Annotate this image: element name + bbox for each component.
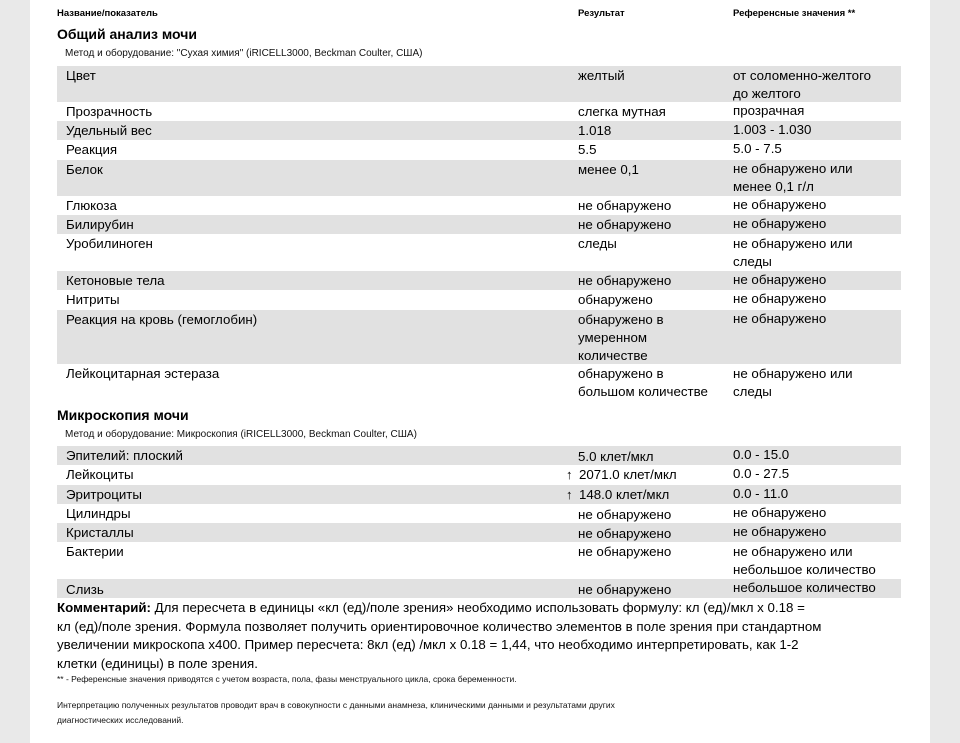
report-page [30, 0, 930, 743]
comment-line: кл (ед)/поле зрения. Формула позволяет получить ориентировочное количество элементов в поле зрения при стандартном [57, 618, 822, 634]
row-reference: прозрачная [733, 103, 805, 118]
row-reference: не обнаружено [733, 216, 827, 231]
comment-label: Комментарий: [57, 600, 151, 615]
row-reference: не обнаружено [733, 291, 827, 306]
row-result: не обнаружено [578, 507, 672, 522]
row-result: желтый [578, 68, 625, 83]
row-name: Билирубин [66, 217, 134, 232]
row-result: 2071.0 клет/мкл [579, 467, 677, 482]
table-row [57, 290, 901, 310]
method-urinalysis: Метод и оборудование: "Сухая химия" (iRICELL3000, Beckman Coulter, США) [65, 48, 423, 59]
row-result: не обнаружено [578, 526, 672, 541]
row-result: 5.5 [578, 142, 597, 157]
row-name: Реакция [66, 142, 118, 157]
table-row [57, 140, 901, 160]
row-result-line2: умеренном [578, 330, 648, 345]
row-result: не обнаружено [578, 198, 672, 213]
row-reference: не обнаружено [733, 505, 827, 520]
table-row [57, 215, 901, 234]
row-reference: 0.0 - 11.0 [733, 486, 789, 501]
column-header-name: Название/показатель [57, 8, 158, 19]
table-row [57, 66, 901, 102]
row-reference-line2: до желтого [733, 86, 801, 101]
row-reference: не обнаружено [733, 197, 827, 212]
row-reference: не обнаружено или [733, 366, 853, 381]
table-row [57, 234, 901, 271]
row-result: менее 0,1 [578, 162, 639, 177]
row-name: Бактерии [66, 544, 124, 559]
row-result: следы [578, 236, 617, 251]
table-row [57, 271, 901, 290]
row-reference: не обнаружено или [733, 544, 853, 559]
row-name: Прозрачность [66, 104, 153, 119]
comment-line: Для пересчета в единицы «кл (ед)/поле зрения» необходимо использовать формулу: кл (ед)/мкл x 0.18 = [150, 600, 805, 615]
row-reference: не обнаружено [733, 272, 827, 287]
table-row [57, 102, 901, 121]
row-name: Лейкоциты [66, 467, 134, 482]
row-name: Цилиндры [66, 506, 131, 521]
table-row [57, 160, 901, 196]
interpretation-note: Интерпретацию полученных результатов проводит врач в совокупности с данными анамнеза, клиническими данными и результатами других [57, 700, 615, 710]
row-result-line3: количестве [578, 348, 648, 363]
table-row [57, 196, 901, 215]
column-header-result: Результат [578, 8, 625, 19]
row-result: не обнаружено [578, 273, 672, 288]
method-microscopy: Метод и оборудование: Микроскопия (iRICELL3000, Beckman Coulter, США) [65, 429, 417, 440]
row-reference: не обнаружено или [733, 236, 853, 251]
row-reference: не обнаружено или [733, 161, 853, 176]
row-name: Кристаллы [66, 525, 134, 540]
row-reference-line2: следы [733, 254, 772, 269]
row-name: Нитриты [66, 292, 120, 307]
row-name: Удельный вес [66, 123, 152, 138]
row-reference: небольшое количество [733, 580, 876, 595]
row-name: Уробилиноген [66, 236, 153, 251]
table-row [57, 364, 901, 402]
row-name: Лейкоцитарная эстераза [66, 366, 220, 381]
row-result: слегка мутная [578, 104, 666, 119]
comment-line: клетки (единицы) в поле зрения. [57, 655, 258, 671]
arrow-up-icon: ↑ [566, 487, 573, 502]
row-reference: 1.003 - 1.030 [733, 122, 812, 137]
table-row [57, 523, 901, 542]
row-result: 148.0 клет/мкл [579, 487, 670, 502]
row-result: обнаружено в [578, 366, 664, 381]
row-result: обнаружено [578, 292, 653, 307]
section-title-microscopy: Микроскопия мочи [57, 407, 189, 423]
row-reference: не обнаружено [733, 524, 827, 539]
interpretation-note-line2: диагностических исследований. [57, 715, 184, 725]
row-name: Глюкоза [66, 198, 117, 213]
row-name: Эпителий: плоский [66, 448, 183, 463]
table-row [57, 310, 901, 364]
row-result: не обнаружено [578, 582, 672, 597]
row-result: 5.0 клет/мкл [578, 449, 654, 464]
comment-line: увеличении микроскопа х400. Пример пересчета: 8кл (ед) /мкл x 0.18 = 1,44, что необходимо интерпретировать, как 1-2 [57, 637, 799, 652]
table-row [57, 121, 901, 140]
section-title-urinalysis: Общий анализ мочи [57, 26, 197, 42]
row-reference-line2: небольшое количество [733, 562, 876, 577]
row-reference-line2: следы [733, 384, 772, 399]
row-result: не обнаружено [578, 217, 672, 232]
row-reference: 0.0 - 15.0 [733, 447, 790, 462]
table-row [57, 465, 901, 485]
row-result: 1.018 [578, 123, 612, 138]
row-name: Реакция на кровь (гемоглобин) [66, 312, 258, 327]
row-name: Цвет [66, 68, 96, 83]
row-name: Эритроциты [66, 487, 142, 502]
row-name: Белок [66, 162, 103, 177]
table-row [57, 446, 901, 465]
row-reference-line2: менее 0,1 г/л [733, 179, 814, 194]
row-name: Кетоновые тела [66, 273, 165, 288]
row-reference: не обнаружено [733, 311, 827, 326]
table-row [57, 485, 901, 504]
row-reference: 5.0 - 7.5 [733, 141, 782, 156]
row-result: не обнаружено [578, 544, 672, 559]
row-reference: от соломенно-желтого [733, 68, 872, 83]
row-result-line2: большом количестве [578, 384, 708, 399]
comment-block [57, 599, 857, 673]
row-result: обнаружено в [578, 312, 664, 327]
row-reference: 0.0 - 27.5 [733, 466, 790, 481]
table-row [57, 504, 901, 523]
reference-footnote: ** - Референсные значения приводятся с учетом возраста, пола, фазы менструального цикла, срока беременности. [57, 674, 517, 684]
column-header-reference: Референсные значения ** [733, 8, 856, 19]
arrow-up-icon: ↑ [566, 467, 573, 482]
table-row [57, 542, 901, 579]
table-row [57, 579, 901, 598]
row-name: Слизь [66, 582, 104, 597]
